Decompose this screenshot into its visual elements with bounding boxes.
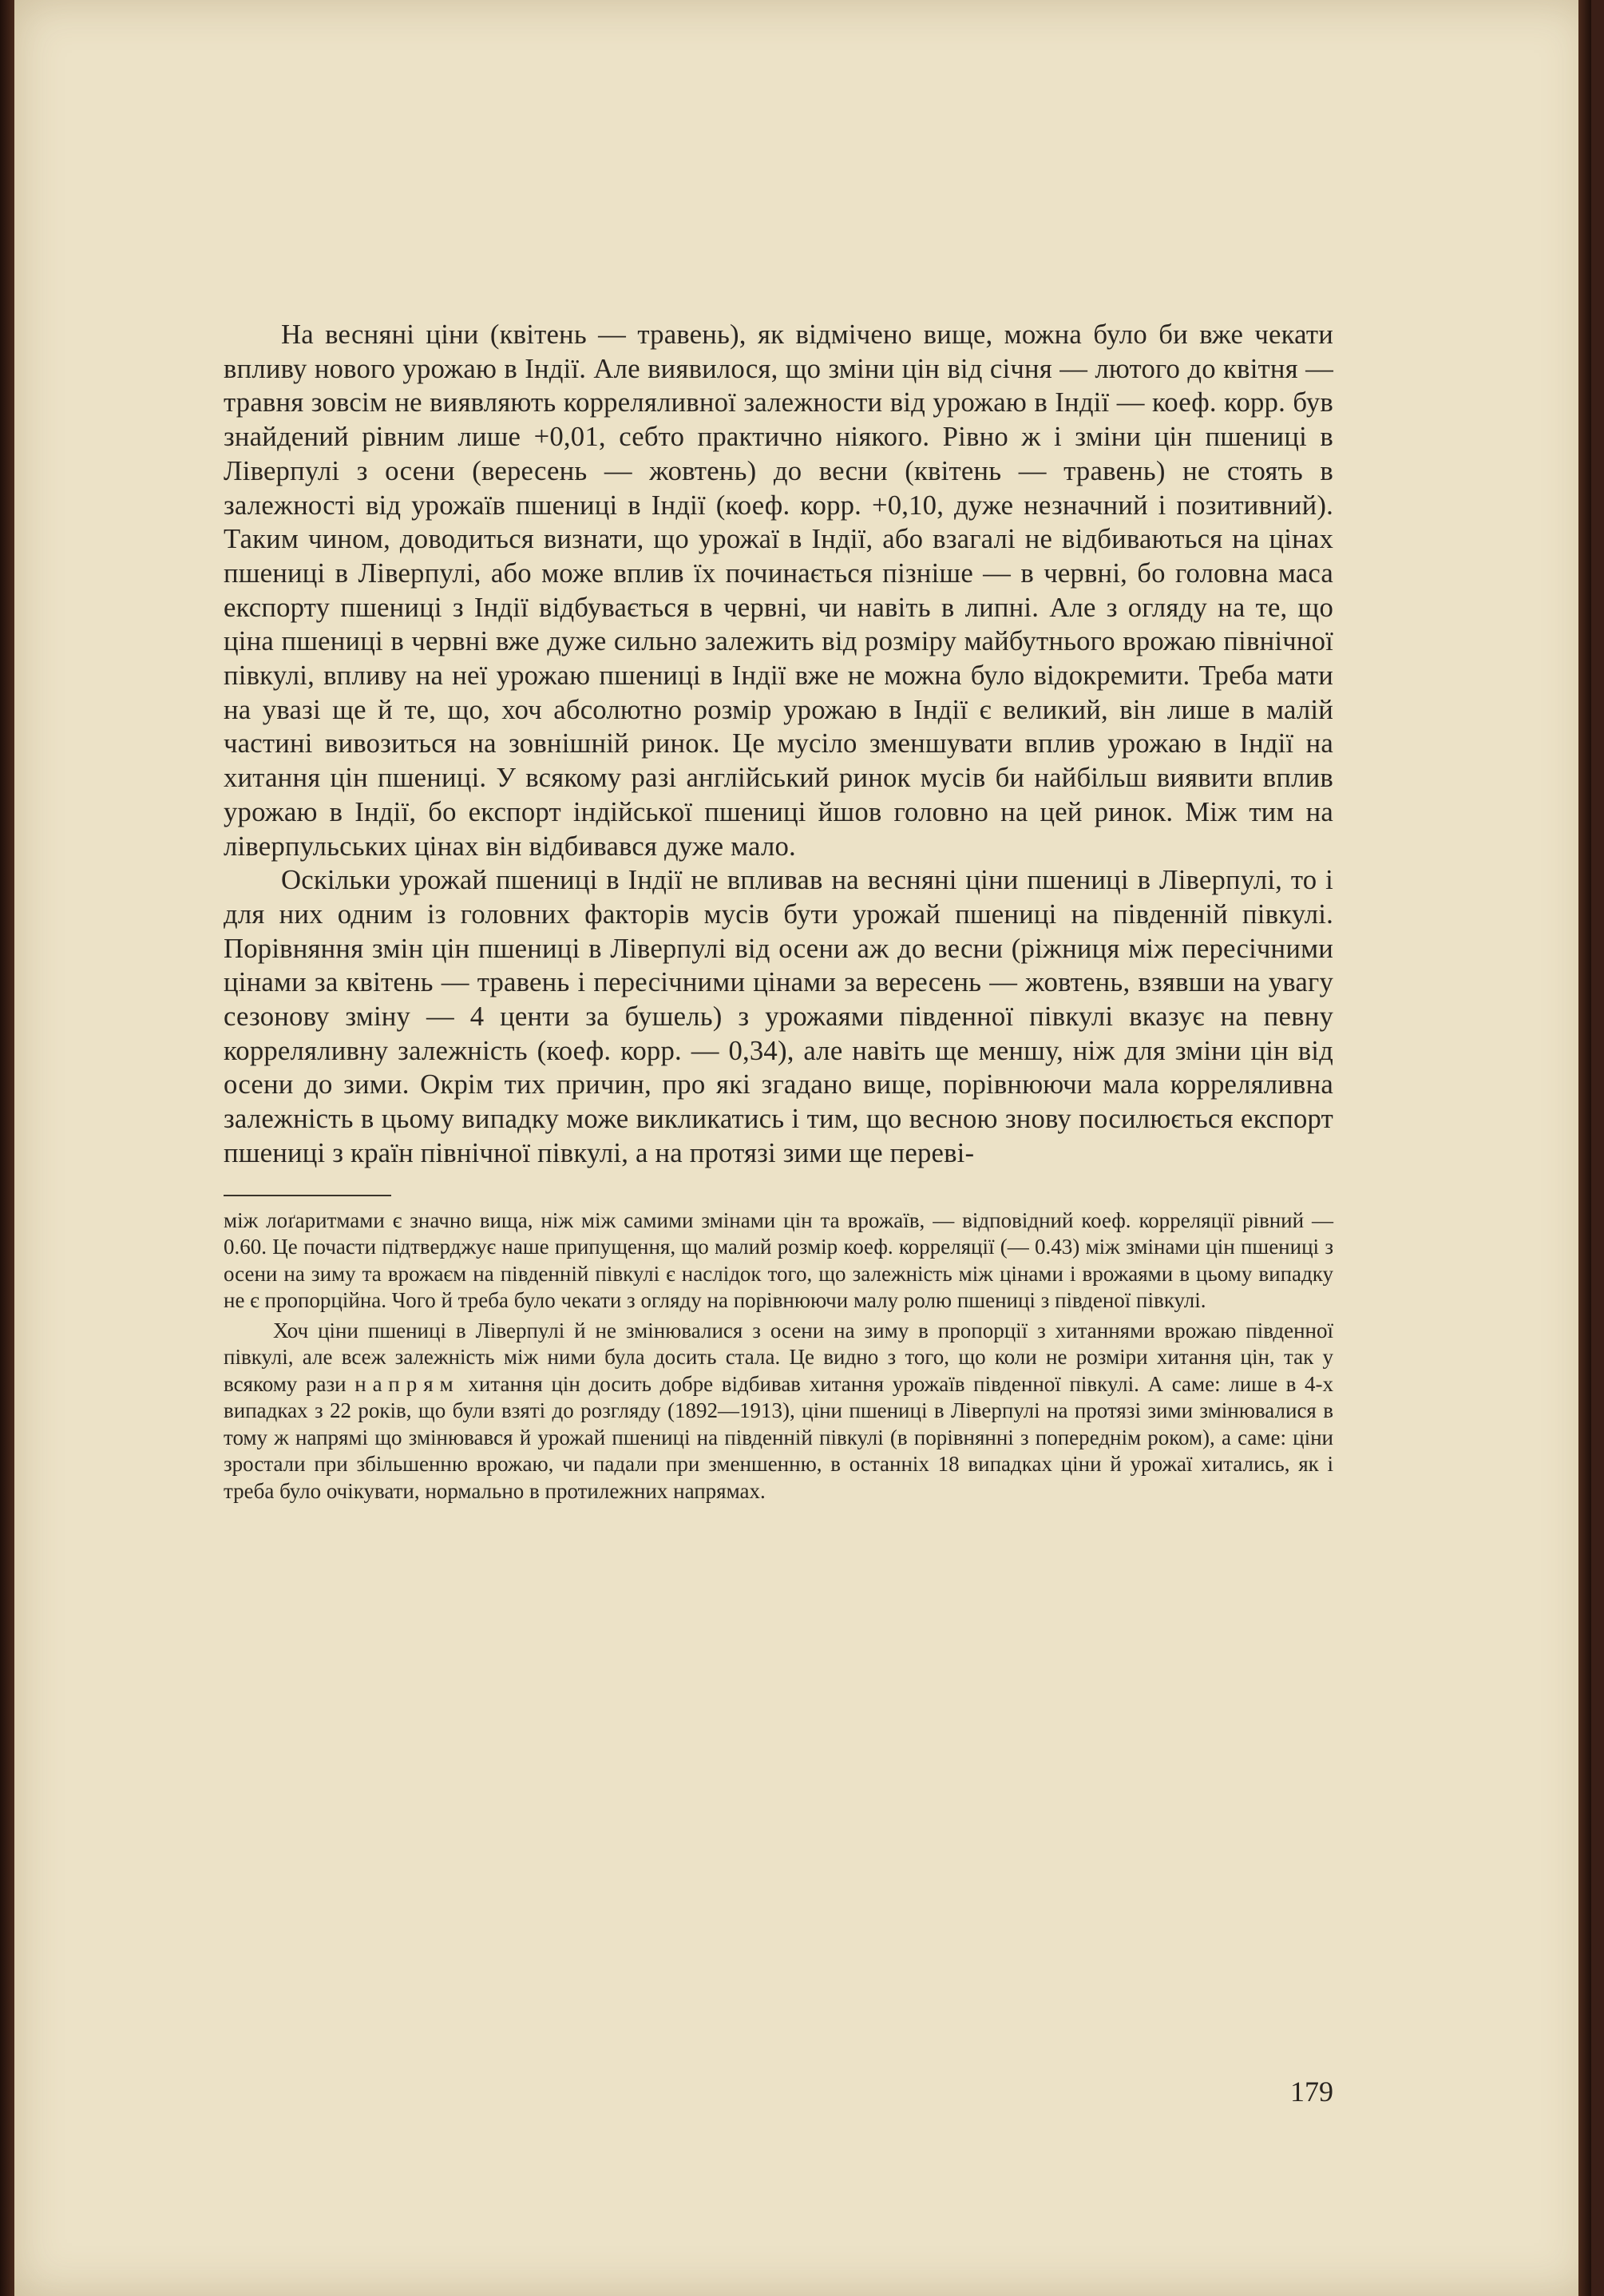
- footnote-paragraph-1: між лоґаритмами є значно вища, ніж між самими змінами цін та врожаїв, — відповідний коеф. корреляції рівний — 0.60. Це почасти підтверджує наше припущення, що малий розмір коеф. корреляції (— 0.43) між змінами цін пшениці з осени на зиму та врожаєм на південній півкулі є наслідок того, що залежність між цінами і врожаями в цьому випадку не є пропорційна. Чого й треба було чекати з огляду на порівнюючи малу ролю пшениці з південої півкулі.: [224, 1207, 1333, 1313]
- footnote-text-end: хитання цін досить добре відбивав хитання урожаїв південної півкулі. А саме: лише в 4-х випадках з 22 років, що були взяті до розгляду (1892—1913), ціни пшениці в Ліверпулі на протязі зими змінювалися в тому ж напрямі що змінювався й урожай пшениці на південній півкулі (в порівнянні з попереднім роком), а саме: ціни зростали при збільшенню врожаю, чи падали при зменшенню, в останніх 18 випадках ціни й урожаї хитались, як і треба було очікувати, нормально в протилежних напрямах.: [224, 1371, 1333, 1503]
- footnote-paragraph-2: [224, 1318, 1333, 1505]
- text-block: [224, 318, 1333, 1505]
- page-edge-right: [1578, 0, 1591, 2296]
- page-edge-left: [0, 0, 14, 2296]
- footnote-emphasis: напрям: [354, 1371, 460, 1396]
- body-paragraph-2: Оскільки урожай пшениці в Індії не впливав на весняні ціни пшениці в Ліверпулі, то і для них одним із головних факторів мусів бути урожай пшениці на південній півкулі. Порівняння змін цін пшениці в Ліверпулі від осени аж до весни (ріжниця між пересічними цінами за квітень — травень і пересічними цінами за вересень — жовтень, взявши на увагу сезонову зміну — 4 центи за бушель) з урожаями південної півкулі вказує на певну корреляливну залежність (коеф. корр. — 0,34), але навіть ще меншу, ніж для зміни цін від осени до зими. Окрім тих причин, про які згадано вище, порівнюючи мала корреляливна залежність в цьому випадку може викликатись і тим, що весною знову посилюється експорт пшениці з країн північної півкулі, а на протязі зими ще переві-: [224, 864, 1333, 1168]
- footnote-text-start: Хоч ціни пшениці в Ліверпулі й не змінювалися з осени на зиму в пропорції з хитаннями врожаю південної півкулі, але всеж залежність між ними була досить стала. Це видно з того, що коли не розміри хитання цін, так у всякому рази: [224, 1318, 1333, 1396]
- footnote-separator: [224, 1195, 391, 1196]
- body-paragraph-1: На весняні ціни (квітень — травень), як відмічено вище, можна було би вже чекати впливу нового урожаю в Індії. Але виявилося, що зміни цін від січня — лютого до квітня — травня зовсім не виявляють корреляливної залежности від урожаю в Індії — коеф. корр. був знайдений рівним лише +0,01, себто практично ніякого. Рівно ж і зміни цін пшениці в Ліверпулі з осени (вересень — жовтень) до весни (квітень — травень) не стоять в залежності від урожаїв пшениці в Індії (коеф. корр. +0,10, дуже незначний і позитивний). Таким чином, доводиться визнати, що урожаї в Індії, або взагалі не відбиваються на цінах пшениці в Ліверпулі, або може вплив їх починається пізніше — в червні, бо головна маса експорту пшениці з Індії відбувається в червні, чи навіть в липні. Але з огляду на те, що ціна пшениці в червні вже дуже сильно залежить від розміру майбутнього врожаю північної півкулі, впливу на неї урожаю пшениці в Індії вже не можна було відокремити. Треба мати на увазі ще й те, що, хоч абсолютно розмір урожаю в Індії є великий, він лише в малій частині вивозиться на зовнішній ринок. Це мусіло зменшувати вплив урожаю в Індії на хитання цін пшениці. У всякому разі англійський ринок мусів би найбільш виявити вплив урожаю в Індії, бо експорт індійської пшениці йшов головно на цей ринок. Між тим на ліверпульських цінах він відбивався дуже мало.: [224, 319, 1333, 862]
- page-number: 179: [1290, 2076, 1333, 2108]
- book-page: [14, 0, 1591, 2296]
